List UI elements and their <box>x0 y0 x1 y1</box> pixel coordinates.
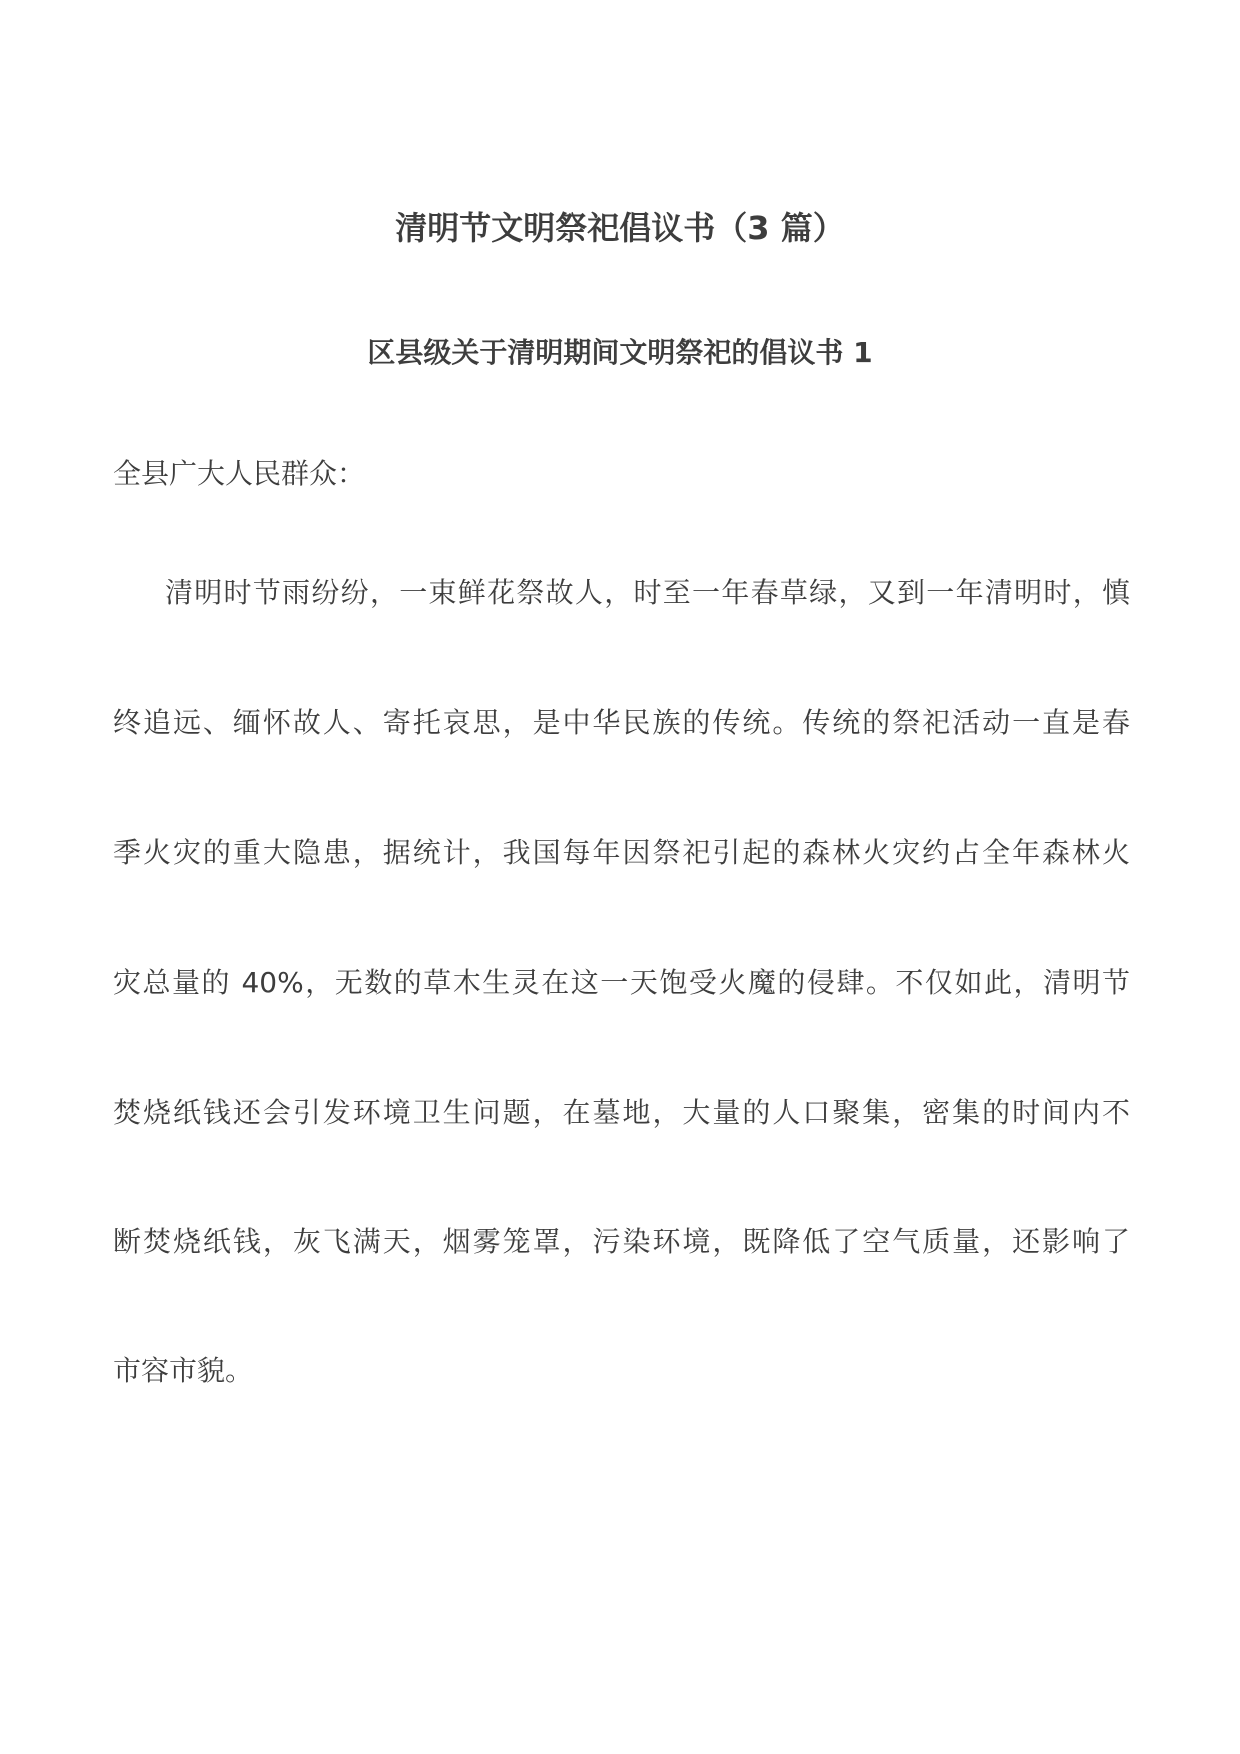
salutation: 全县广大人民群众： <box>113 457 366 490</box>
paragraph-line: 终追远、缅怀故人、寄托哀思，是中华民族的传统。传统的祭祀活动一直是春 <box>113 706 1130 739</box>
paragraph-line: 市容市貌。 <box>113 1354 254 1387</box>
paragraph-line: 清明时节雨纷纷，一束鲜花祭故人，时至一年春草绿，又到一年清明时，慎 <box>165 576 1130 609</box>
paragraph-line: 断焚烧纸钱，灰飞满天，烟雾笼罩，污染环境，既降低了空气质量，还影响了 <box>113 1225 1130 1258</box>
paragraph-line: 季火灾的重大隐患，据统计，我国每年因祭祀引起的森林火灾约占全年森林火 <box>113 836 1130 869</box>
paragraph-line: 灾总量的 40%，无数的草木生灵在这一天饱受火魔的侵肆。不仅如此，清明节 <box>113 966 1130 999</box>
document-title: 清明节文明祭祀倡议书（3 篇） <box>395 209 845 247</box>
paragraph-line: 焚烧纸钱还会引发环境卫生问题，在墓地，大量的人口聚集，密集的时间内不 <box>113 1096 1130 1129</box>
section-heading: 区县级关于清明期间文明祭祀的倡议书 1 <box>367 336 873 369</box>
